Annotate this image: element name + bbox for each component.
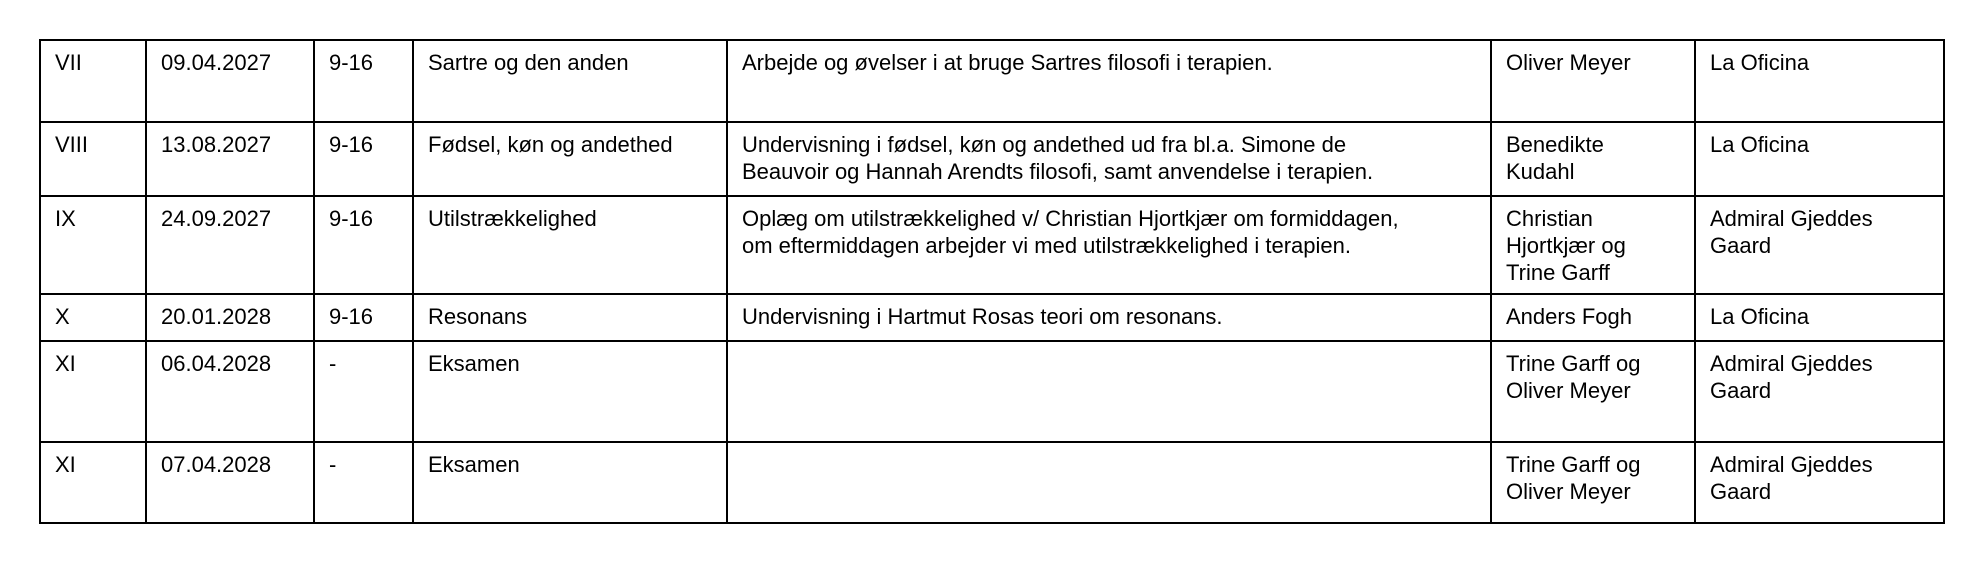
description-line: Beauvoir og Hannah Arendts filosofi, samt anvendelse i terapien. <box>742 159 1374 184</box>
description-line: Undervisning i fødsel, køn og andethed ud fra bl.a. Simone de <box>742 132 1347 157</box>
session-cell: IX <box>40 196 146 294</box>
session-cell: X <box>40 294 146 341</box>
topic-cell: Fødsel, køn og andethed <box>413 122 727 196</box>
teacher-line: Anders Fogh <box>1506 304 1632 329</box>
teacher-line: Oliver Meyer <box>1506 378 1631 403</box>
teacher-line: Trine Garff og <box>1506 452 1641 477</box>
description-cell <box>727 40 1491 122</box>
description-cell <box>727 341 1491 442</box>
teacher-line: Hjortkjær og <box>1506 233 1626 258</box>
teacher-line: Christian <box>1506 206 1593 231</box>
time-cell: 9-16 <box>314 294 413 341</box>
time-cell: 9-16 <box>314 40 413 122</box>
teacher-cell <box>1491 294 1695 341</box>
date-cell: 13.08.2027 <box>146 122 314 196</box>
location-line: Gaard <box>1710 378 1772 403</box>
location-cell <box>1695 122 1944 196</box>
teacher-cell <box>1491 196 1695 294</box>
location-cell <box>1695 294 1944 341</box>
topic-cell: Eksamen <box>413 442 727 523</box>
description-line: Arbejde og øvelser i at bruge Sartres filosofi i terapien. <box>742 50 1273 75</box>
location-line: La Oficina <box>1710 50 1810 75</box>
location-line: Gaard <box>1710 233 1772 258</box>
description-line: om eftermiddagen arbejder vi med utilstrækkelighed i terapien. <box>742 233 1351 258</box>
session-cell: XI <box>40 341 146 442</box>
table-row <box>40 196 1944 294</box>
time-cell: 9-16 <box>314 122 413 196</box>
date-cell: 06.04.2028 <box>146 341 314 442</box>
topic-cell: Utilstrækkelighed <box>413 196 727 294</box>
location-line: Admiral Gjeddes <box>1710 206 1873 231</box>
location-line: Gaard <box>1710 479 1772 504</box>
location-line: La Oficina <box>1710 132 1810 157</box>
topic-cell: Eksamen <box>413 341 727 442</box>
date-cell: 20.01.2028 <box>146 294 314 341</box>
session-cell: VII <box>40 40 146 122</box>
session-cell: VIII <box>40 122 146 196</box>
teacher-cell <box>1491 341 1695 442</box>
teacher-cell <box>1491 40 1695 122</box>
teacher-line: Trine Garff og <box>1506 351 1641 376</box>
teacher-line: Oliver Meyer <box>1506 479 1631 504</box>
location-line: Admiral Gjeddes <box>1710 452 1873 477</box>
table-row <box>40 122 1944 196</box>
location-cell <box>1695 442 1944 523</box>
table-row <box>40 341 1944 442</box>
description-cell <box>727 294 1491 341</box>
time-cell: - <box>314 341 413 442</box>
date-cell: 24.09.2027 <box>146 196 314 294</box>
teacher-cell <box>1491 122 1695 196</box>
schedule-body <box>40 40 1944 523</box>
session-cell: XI <box>40 442 146 523</box>
schedule-table <box>39 39 1945 524</box>
teacher-line: Trine Garff <box>1506 260 1610 285</box>
description-line: Oplæg om utilstrækkelighed v/ Christian Hjortkjær om formiddagen, <box>742 206 1399 231</box>
table-row <box>40 442 1944 523</box>
teacher-line: Kudahl <box>1506 159 1575 184</box>
teacher-line: Benedikte <box>1506 132 1604 157</box>
teacher-line: Oliver Meyer <box>1506 50 1631 75</box>
description-cell <box>727 122 1491 196</box>
topic-cell: Sartre og den anden <box>413 40 727 122</box>
location-cell <box>1695 40 1944 122</box>
topic-cell: Resonans <box>413 294 727 341</box>
location-cell <box>1695 196 1944 294</box>
description-cell <box>727 442 1491 523</box>
table-row <box>40 294 1944 341</box>
location-line: Admiral Gjeddes <box>1710 351 1873 376</box>
location-line: La Oficina <box>1710 304 1810 329</box>
description-line: Undervisning i Hartmut Rosas teori om resonans. <box>742 304 1223 329</box>
time-cell: - <box>314 442 413 523</box>
date-cell: 09.04.2027 <box>146 40 314 122</box>
location-cell <box>1695 341 1944 442</box>
date-cell: 07.04.2028 <box>146 442 314 523</box>
description-cell <box>727 196 1491 294</box>
table-row <box>40 40 1944 122</box>
teacher-cell <box>1491 442 1695 523</box>
time-cell: 9-16 <box>314 196 413 294</box>
